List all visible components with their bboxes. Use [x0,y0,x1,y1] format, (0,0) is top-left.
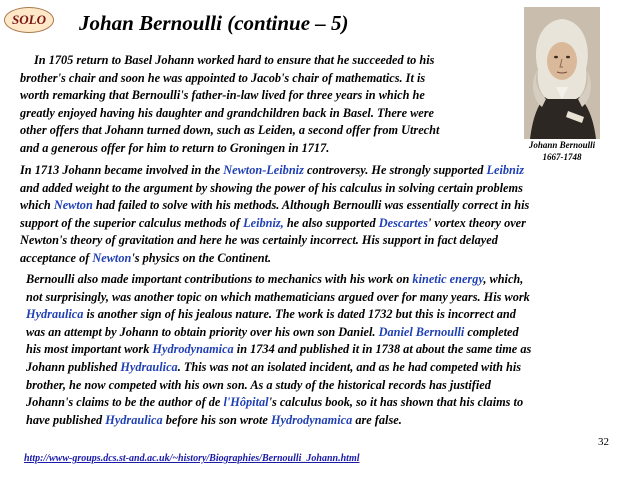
text-line: greatly enjoyed having his daughter and grandchildren back in Basel. There were [20,105,435,120]
text-line: brother, he now competed with his own son. As a study of the historical records has justified [26,377,491,392]
text-run: his most important work [26,342,153,357]
link-leibniz[interactable]: Leibniz [486,163,525,177]
text-run: 's physics on the Continent. [131,250,272,265]
text-run: support of the superior calculus methods of [20,215,244,230]
text-run: have published [26,412,106,427]
text-line: worth remarking that Bernoulli's father-in-law lived for three years in which he [20,88,425,103]
portrait-caption [510,139,614,163]
text-line [26,394,626,412]
text-run: Johann published [26,359,121,374]
text-run: had failed to solve with his methods. Although Bernoulli was essentially correct in his [92,198,530,213]
link-hydrodynamica[interactable]: Hydrodynamica [270,412,353,427]
text-line [26,271,626,289]
text-run: which [20,198,54,213]
text-run: are false. [352,412,402,427]
link-descartes[interactable]: Descartes [378,215,428,230]
text-line [20,197,635,215]
text-run: Johann's claims to be the author of de [26,395,224,410]
text-run: . This was not an isolated incident, and as he had competed with his [177,359,522,374]
text-run: acceptance of [20,250,93,265]
text-run: In 1713 Johann became involved in the [20,163,224,177]
text-run: , which, [483,272,524,286]
text-line: not surprisingly, was another topic on which mathematicians argued over for many years. His work [26,289,530,304]
text-line [20,215,635,233]
portrait-drawing [524,7,600,139]
text-line [26,341,626,359]
text-line: and added weight to the argument by showing the power of his calculus in solving certain problems [20,180,523,195]
text-run: Bernoulli also made important contributions to mechanics with his work on [26,272,413,286]
text-line [26,412,626,430]
text-run: in 1734 and published it in 1738 at about the same time as [233,342,532,357]
paragraph-basel-return [20,52,525,158]
text-line: brother's chair and soon he was appointed to Jacob's chair of mathematics. It is [20,70,426,85]
page-number: 32 [598,436,609,448]
text-line: and a generous offer for him to return to Groningen in 1717. [20,140,330,155]
link-hydraulica[interactable]: Hydraulica [26,307,84,322]
text-line [20,250,635,268]
text-run: 's calculus book, so it has shown that his claims to [268,395,524,410]
link-lhopital[interactable]: l'Hôpital [223,395,269,410]
link-kinetic-energy[interactable]: kinetic energy [412,272,484,286]
text-run: he also supported [283,215,379,230]
text-line: other offers that Johann turned down, such as Leiden, a second offer from Utrecht [20,123,440,138]
page-title: Johan Bernoulli (continue – 5) [79,11,349,35]
text-run: completed [464,324,519,339]
portrait-image [524,7,600,139]
link-daniel-bernoulli[interactable]: Daniel Bernoulli [378,324,465,339]
text-line: Newton's theory of gravitation and here he was certainly incorrect. His support in fact delayed [20,233,498,248]
link-hydraulica[interactable]: Hydraulica [105,412,163,427]
link-hydraulica[interactable]: Hydraulica [120,359,178,374]
text-run: before his son wrote [162,412,271,427]
text-run: was an attempt by Johann to obtain priority over his own son Daniel. [26,324,379,339]
link-newton[interactable]: Newton [53,198,93,213]
paragraph-newton-leibniz [20,162,635,268]
link-newton[interactable]: Newton [92,250,132,265]
text-line [20,162,635,180]
text-run: ' vortex theory over [427,215,526,230]
portrait-years: 1667-1748 [542,152,582,162]
source-link[interactable]: http://www-groups.dcs.st-and.ac.uk/~history/Biographies/Bernoulli_Johann.html [24,453,360,464]
text-run: controversy. He strongly supported [303,163,487,177]
link-newton-leibniz[interactable]: Newton-Leibniz [223,163,304,177]
text-line [26,324,626,342]
text-line [26,306,626,324]
link-leibniz[interactable]: Leibniz, [243,215,284,230]
solo-badge: SOLO [4,7,54,33]
text-run: is another sign of his jealous nature. The work is dated 1732 but this is incorrect and [83,307,516,322]
link-hydrodynamica[interactable]: Hydrodynamica [152,342,234,357]
portrait-name: Johann Bernoulli [528,140,596,150]
paragraph-mechanics [26,271,626,429]
text-line: In 1705 return to Basel Johann worked hard to ensure that he succeeded to his [34,53,435,67]
text-line [26,359,626,377]
